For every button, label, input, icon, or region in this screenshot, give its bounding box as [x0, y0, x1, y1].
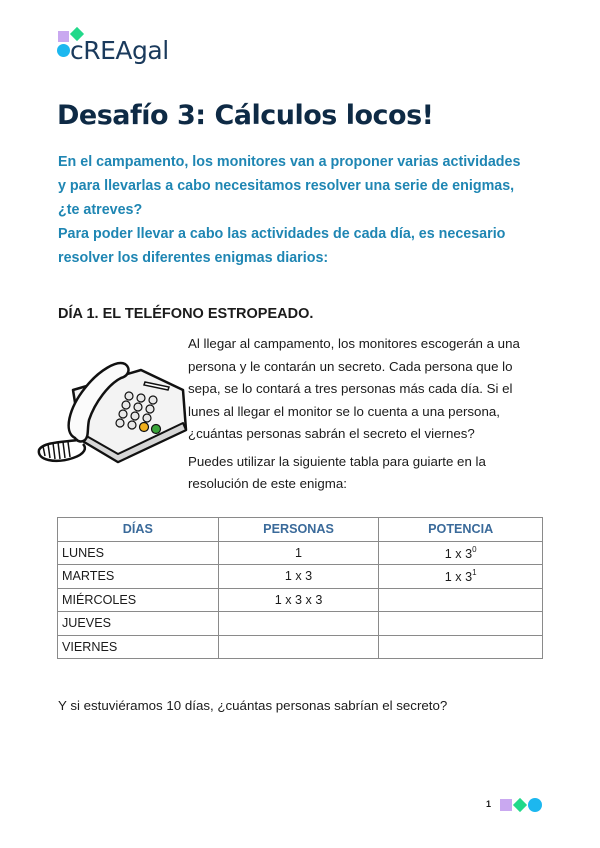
cell-potencia [379, 635, 543, 659]
page-title: Desafío 3: Cálculos locos! [57, 100, 434, 131]
footer-circle-icon [528, 798, 542, 812]
cell-day: MIÉRCOLES [58, 588, 219, 612]
powers-table [57, 517, 543, 659]
brand-logo [57, 27, 187, 67]
header-dias: DÍAS [58, 518, 219, 542]
cell-personas [218, 612, 379, 636]
intro-line: resolver los diferentes enigmas diarios: [58, 250, 329, 266]
cell-potencia [379, 612, 543, 636]
body-line: Puedes utilizar la siguiente tabla para guiarte en la [188, 453, 486, 469]
brand-name: cREAgal [70, 36, 169, 65]
logo-square-icon [58, 31, 69, 42]
telephone-icon [33, 350, 188, 470]
cell-potencia: 1 x $3^0$ [379, 541, 543, 565]
cell-personas: 1 x 3 [218, 565, 379, 589]
cell-day: JUEVES [58, 612, 219, 636]
intro-line: y para llevarlas a cabo necesitamos resolver una serie de enigmas, [58, 178, 515, 194]
footer-diamond-icon [513, 798, 527, 812]
intro-line: ¿te atreves? [58, 202, 143, 218]
body-line: sepa, se lo contará a tres personas más cada día. Si el [188, 381, 513, 396]
body-line: resolución de este enigma: [188, 476, 347, 491]
cell-day: LUNES [58, 541, 219, 565]
page-footer [486, 797, 546, 813]
header-potencia: POTENCIA [379, 518, 543, 542]
table-row [58, 541, 543, 565]
cell-potencia: 1 x $3^1$ [379, 565, 543, 589]
enigma-description [188, 333, 548, 496]
intro-text [58, 150, 548, 270]
cell-day: MARTES [58, 565, 219, 589]
body-line: ¿cuántas personas sabrán el secreto el viernes? [188, 426, 475, 441]
intro-line: En el campamento, los monitores van a proponer varias actividades [58, 154, 521, 170]
page-number: 1 [486, 799, 492, 809]
section-heading: DÍA 1. EL TELÉFONO ESTROPEADO. [58, 306, 314, 322]
cell-potencia [379, 588, 543, 612]
body-line: Al llegar al campamento, los monitores escogerán a una [188, 336, 520, 351]
cell-personas: 1 x 3 x 3 [218, 588, 379, 612]
header-personas: PERSONAS [218, 518, 379, 542]
intro-line: Para poder llevar a cabo las actividades de cada día, es necesario [58, 226, 506, 242]
table-row [58, 612, 543, 636]
follow-up-question: Y si estuviéramos 10 días, ¿cuántas personas sabrían el secreto? [58, 698, 448, 713]
body-line: lunes al llegar el monitor se lo cuenta a una persona, [188, 403, 500, 419]
cell-personas [218, 635, 379, 659]
body-line: persona y le contarán un secreto. Cada persona que lo [188, 358, 513, 374]
footer-square-icon [500, 799, 512, 811]
table-row [58, 635, 543, 659]
cell-day: VIERNES [58, 635, 219, 659]
table-row [58, 565, 543, 589]
logo-circle-icon [57, 44, 70, 57]
cell-personas: 1 [218, 541, 379, 565]
table-header-row [58, 518, 543, 542]
table-row [58, 588, 543, 612]
